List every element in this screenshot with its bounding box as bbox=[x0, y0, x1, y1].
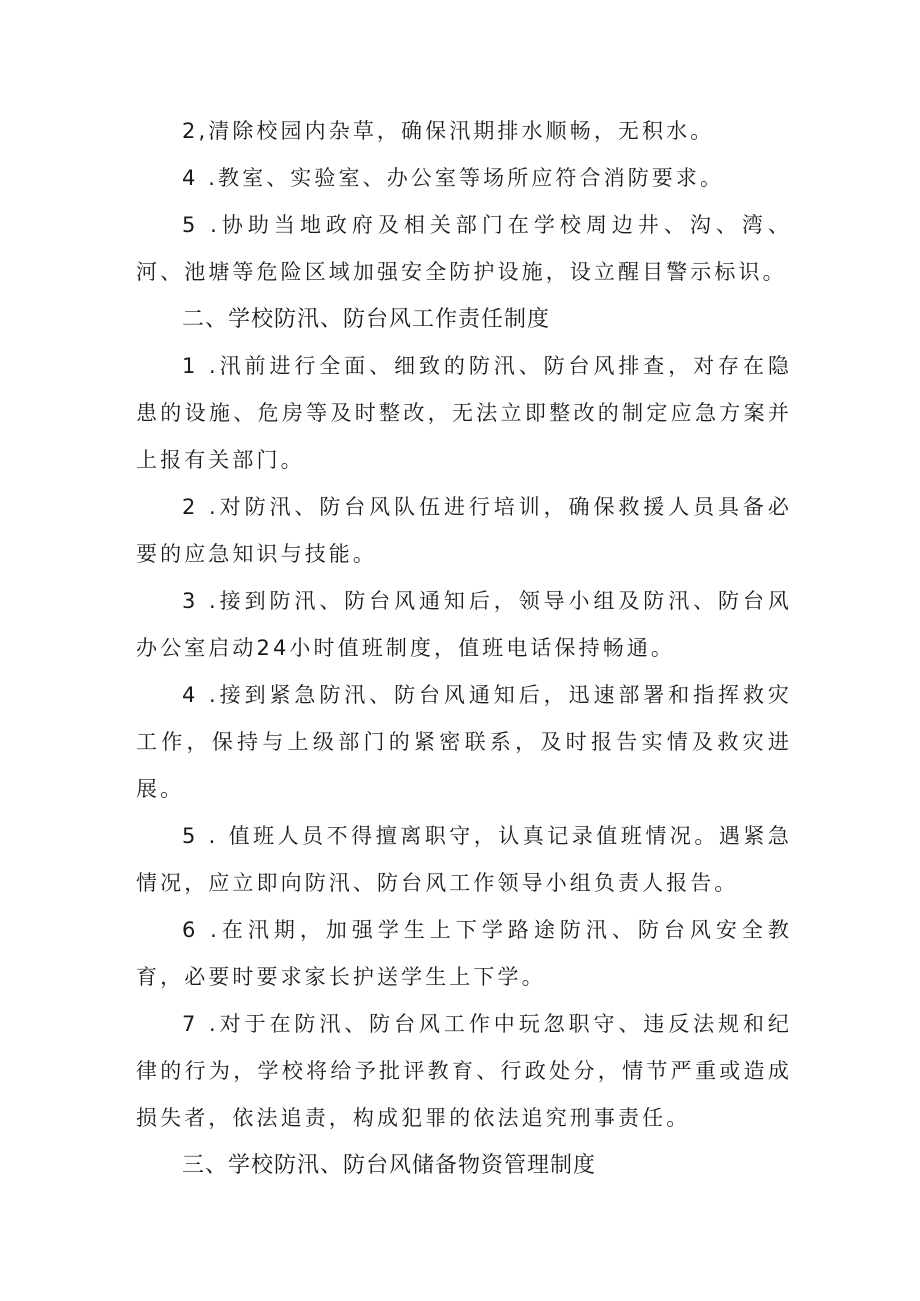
paragraph-danger-areas: 5 .协助当地政府及相关部门在学校周边井、沟、湾、河、池塘等危险区域加强安全防护设施，设立醒目警示标识。 bbox=[136, 213, 792, 284]
section-2-item-6: 6 .在汛期，加强学生上下学路途防汛、防台风安全教育，必要时要求家长护送学生上下学。 bbox=[136, 918, 792, 989]
paragraph-fire-safety: 4 .教室、实验室、办公室等场所应符合消防要求。 bbox=[182, 166, 725, 190]
section-3-heading: 三、学校防汛、防台风储备物资管理制度 bbox=[182, 1153, 597, 1178]
section-2-heading: 二、学校防汛、防台风工作责任制度 bbox=[182, 307, 551, 332]
section-2-item-2: 2 .对防汛、防台风队伍进行培训，确保救援人员具备必要的应急知识与技能。 bbox=[136, 495, 792, 566]
section-2-item-3: 3 .接到防汛、防台风通知后，领导小组及防汛、防台风办公室启动24小时值班制度，值班电话保持畅通。 bbox=[136, 589, 792, 660]
section-2-item-7: 7 .对于在防汛、防台风工作中玩忽职守、违反法规和纪律的行为，学校将给予批评教育、行政处分，情节严重或造成损失者，依法追责，构成犯罪的依法追究刑事责任。 bbox=[136, 1012, 792, 1130]
section-2-item-4: 4 .接到紧急防汛、防台风通知后，迅速部署和指挥救灾工作，保持与上级部门的紧密联系，及时报告实情及救灾进展。 bbox=[136, 683, 792, 801]
paragraph-clear-weeds: 2,清除校园内杂草，确保汛期排水顺畅，无积水。 bbox=[182, 119, 715, 143]
section-2-item-1: 1 .汛前进行全面、细致的防汛、防台风排查，对存在隐患的设施、危房等及时整改，无法立即整改的制定应急方案并上报有关部门。 bbox=[136, 354, 792, 472]
section-2-item-5: 5 . 值班人员不得擅离职守，认真记录值班情况。遇紧急情况，应立即向防汛、防台风工作领导小组负责人报告。 bbox=[136, 824, 792, 895]
